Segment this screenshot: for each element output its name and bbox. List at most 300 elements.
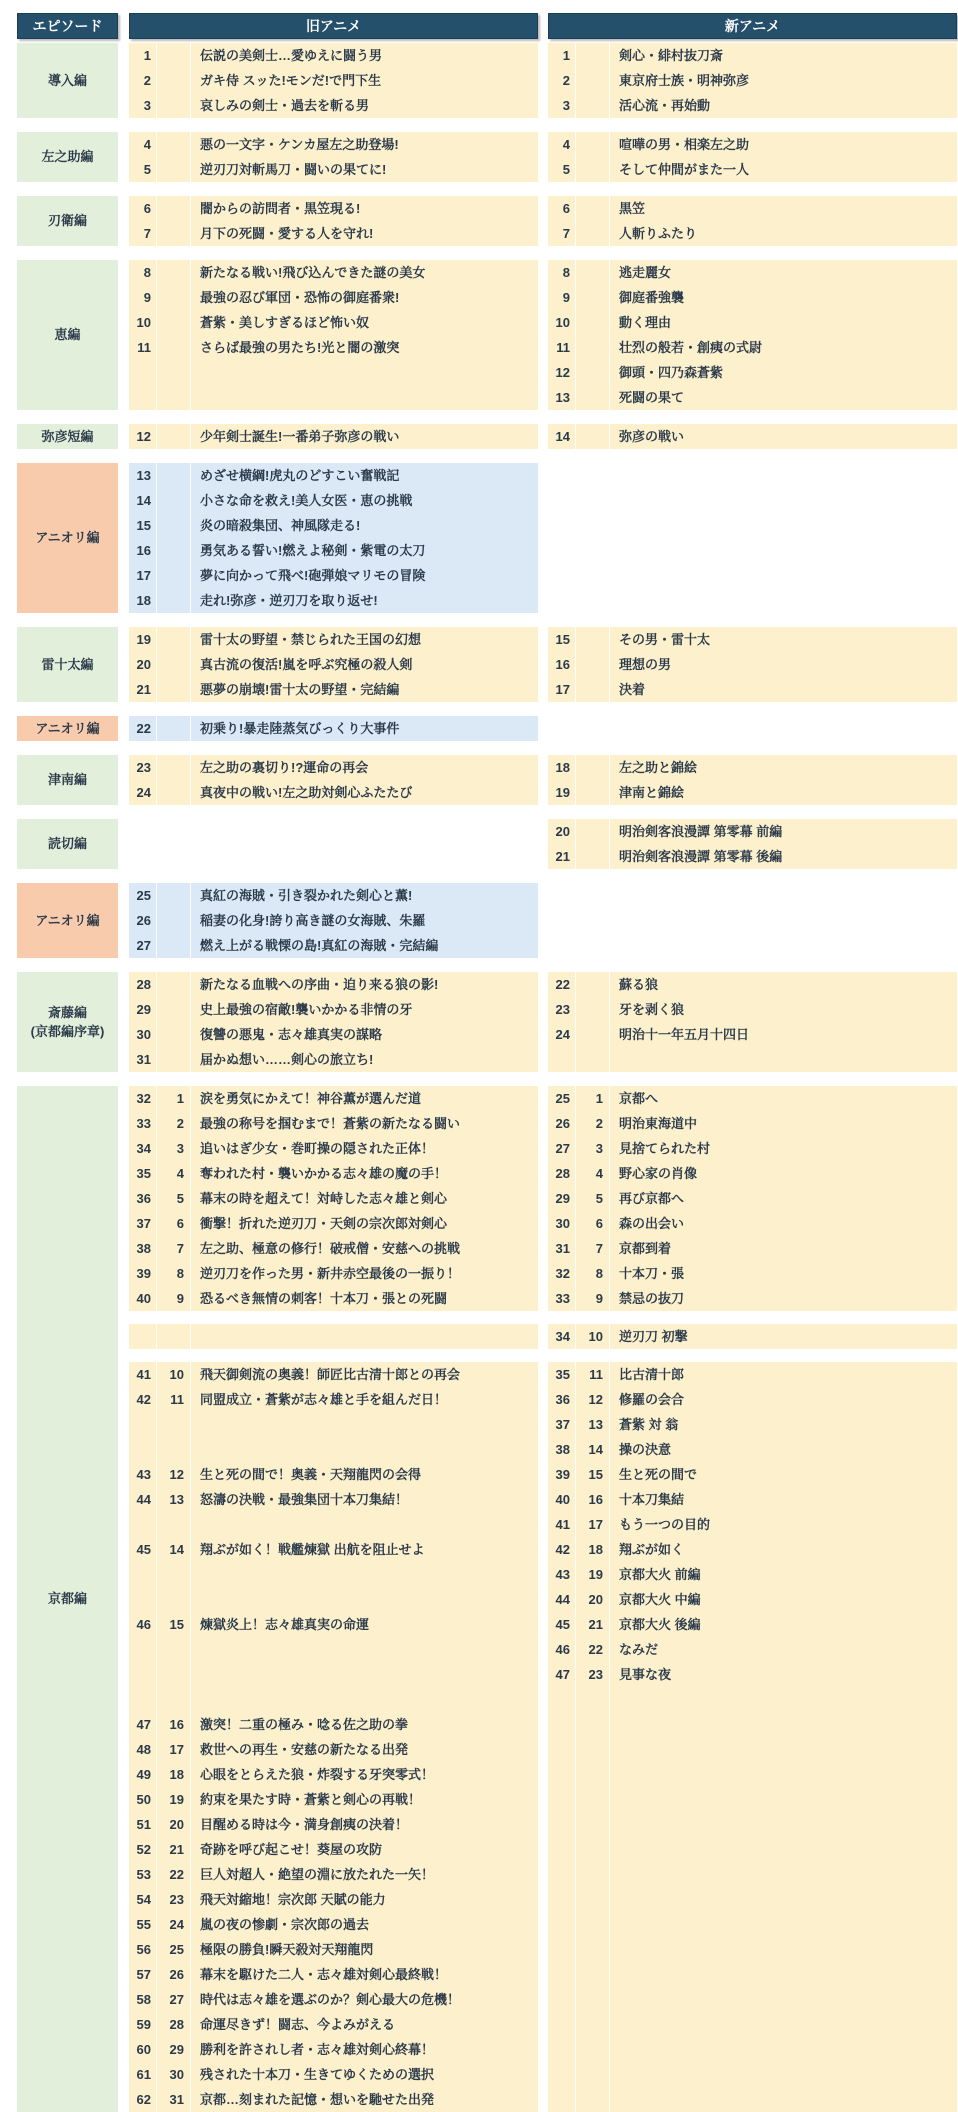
episode-subnumber (157, 780, 191, 805)
arc-label (17, 260, 118, 410)
episode-number: 11 (548, 335, 576, 360)
episode-number: 18 (548, 755, 576, 780)
episode-title (191, 1324, 538, 1349)
episode-number: 52 (129, 1837, 157, 1862)
episode-row (548, 933, 957, 958)
episode-row (129, 1662, 538, 1687)
new-anime-column (548, 43, 957, 118)
arc-blocks (129, 716, 957, 741)
episode-number (548, 2012, 576, 2037)
episode-subnumber: 10 (157, 1362, 191, 1387)
episode-number: 5 (548, 157, 576, 182)
episode-subnumber (157, 488, 191, 513)
episode-subnumber: 3 (157, 1136, 191, 1161)
episode-row (129, 563, 538, 588)
episode-row (548, 385, 957, 410)
episode-row (548, 563, 957, 588)
episode-title: 心眼をとらえた狼・炸裂する牙突零式！ (200, 1767, 435, 1782)
episode-row (548, 883, 957, 908)
episode-number: 54 (129, 1887, 157, 1912)
episode-subnumber: 6 (157, 1211, 191, 1236)
episode-title (610, 1837, 957, 1862)
episode-title (610, 2062, 957, 2087)
episode-number: 25 (548, 1086, 576, 1111)
arc-blocks (129, 755, 957, 805)
episode-title: 左之助、極意の修行！破戒僧・安慈への挑戦 (200, 1241, 461, 1256)
episode-row (548, 1637, 957, 1662)
episode-row (129, 513, 538, 538)
episode-title (610, 1812, 957, 1837)
episode-title: 翔ぶが如く (619, 1542, 685, 1557)
old-anime-column (129, 1324, 538, 1349)
episode-subnumber (157, 997, 191, 1022)
episode-number (548, 1987, 576, 2012)
episode-number: 17 (548, 677, 576, 702)
episode-row (129, 1412, 538, 1437)
old-anime-column (129, 196, 538, 246)
episode-title: 明治剣客浪漫譚 第零幕 前編 (619, 824, 783, 839)
episode-subnumber: 14 (576, 1437, 610, 1462)
episode-number: 37 (548, 1412, 576, 1437)
episode-title (191, 1587, 538, 1612)
episode-subnumber: 15 (576, 1462, 610, 1487)
episode-title (610, 933, 957, 958)
episode-row (548, 1562, 957, 1587)
episode-row (129, 1236, 538, 1261)
old-anime-column (129, 1086, 538, 1311)
episode-subnumber (157, 221, 191, 246)
episode-subnumber: 29 (157, 2037, 191, 2062)
episode-row (129, 1086, 538, 1111)
arc-section (17, 463, 958, 613)
episode-row (548, 1612, 957, 1637)
episode-row (129, 780, 538, 805)
episode-row (548, 908, 957, 933)
episode-subnumber (157, 513, 191, 538)
episode-row (129, 1186, 538, 1211)
episode-row (548, 1662, 957, 1687)
episode-title: 巨人対超人・絶望の淵に放たれた一矢！ (200, 1867, 435, 1882)
episode-title: 怒濤の決戦・最強集団十本刀集結！ (200, 1492, 409, 1507)
arc-label-line: アニオリ編 (35, 912, 100, 928)
episode-number: 22 (129, 716, 157, 741)
episode-title (191, 1687, 538, 1712)
arc-section (17, 1086, 958, 2112)
episode-subnumber: 25 (157, 1937, 191, 1962)
episode-subnumber (157, 157, 191, 182)
episode-row (548, 1086, 957, 1111)
episode-title (610, 1962, 957, 1987)
episode-row (548, 2037, 957, 2062)
episode-subnumber (157, 1437, 191, 1462)
new-anime-column (548, 1086, 957, 1311)
episode-subnumber (576, 2012, 610, 2037)
episode-number: 15 (129, 513, 157, 538)
episode-row (129, 1837, 538, 1862)
episode-number (548, 588, 576, 613)
episode-title: 史上最強の宿敵!襲いかかる非情の牙 (200, 1002, 413, 1017)
episode-number (548, 488, 576, 513)
episode-subnumber: 8 (157, 1261, 191, 1286)
episode-number (548, 563, 576, 588)
arc-section (17, 716, 958, 741)
episode-number: 44 (129, 1487, 157, 1512)
episode-subnumber (157, 1637, 191, 1662)
episode-number: 28 (129, 972, 157, 997)
episode-number (548, 1712, 576, 1737)
episode-subnumber (576, 538, 610, 563)
episode-subnumber (576, 310, 610, 335)
episode-title: 明治剣客浪漫譚 第零幕 後編 (619, 849, 783, 864)
episode-title (610, 2012, 957, 2037)
episode-subnumber (576, 819, 610, 844)
episode-subnumber (576, 2087, 610, 2112)
episode-number (548, 538, 576, 563)
arc-label-line: 導入編 (47, 72, 87, 88)
episode-row (129, 157, 538, 182)
episode-row (548, 196, 957, 221)
episode-row (129, 1324, 538, 1349)
episode-row (129, 285, 538, 310)
episode-subnumber (157, 844, 191, 869)
episode-subnumber (157, 1324, 191, 1349)
episode-number (129, 844, 157, 869)
arc-label-line: アニオリ編 (35, 720, 100, 736)
episode-title: 左之助と錦絵 (619, 760, 698, 775)
episode-title (610, 1047, 957, 1072)
episode-title: 小さな命を救え!美人女医・恵の挑戦 (200, 493, 413, 508)
episode-row (548, 488, 957, 513)
arc-blocks (129, 43, 957, 118)
episode-subnumber (157, 1412, 191, 1437)
episode-subnumber (576, 1047, 610, 1072)
arc-label-line: (京都編序章) (30, 1024, 105, 1039)
episode-row (548, 1787, 957, 1812)
episode-number: 16 (129, 538, 157, 563)
episode-subnumber (157, 424, 191, 449)
episode-number: 33 (129, 1111, 157, 1136)
episode-row (129, 1512, 538, 1537)
episode-number: 62 (129, 2087, 157, 2112)
episode-number: 25 (129, 883, 157, 908)
episode-number (548, 1812, 576, 1837)
episode-number: 22 (548, 972, 576, 997)
episode-block (129, 424, 957, 449)
episode-title: 京都へ (619, 1091, 659, 1106)
episode-subnumber (576, 335, 610, 360)
episode-title: 恐るべき無情の刺客！十本刀・張との死闘 (200, 1291, 448, 1306)
table-header-row (17, 13, 958, 39)
episode-title: 新たなる血戦への序曲・迫り来る狼の影! (200, 977, 439, 992)
episode-title: 最強の忍び軍団・恐怖の御庭番衆! (200, 290, 400, 305)
episode-number (548, 513, 576, 538)
episode-title: 逆刃刀 初撃 (619, 1329, 688, 1344)
arc-section (17, 755, 958, 805)
episode-row (129, 933, 538, 958)
episode-row (129, 93, 538, 118)
arc-label-line: 斎藤編 (47, 1004, 87, 1020)
episode-number (548, 2062, 576, 2087)
episode-number: 20 (129, 652, 157, 677)
episode-title (610, 488, 957, 513)
episode-title (191, 819, 538, 844)
episode-row (129, 1047, 538, 1072)
episode-number (548, 1912, 576, 1937)
episode-row (548, 1862, 957, 1887)
episode-row (129, 1937, 538, 1962)
episode-subnumber (576, 972, 610, 997)
episode-number: 27 (548, 1136, 576, 1161)
episode-title (191, 1637, 538, 1662)
episode-title: 東京府士族・明神弥彦 (619, 73, 750, 88)
episode-number (129, 1562, 157, 1587)
episode-row (548, 844, 957, 869)
episode-subnumber (157, 68, 191, 93)
episode-number: 35 (548, 1362, 576, 1387)
episode-title: 悪の一文字・ケンカ屋左之助登場! (200, 137, 399, 152)
episode-number: 11 (129, 335, 157, 360)
episode-number: 58 (129, 1987, 157, 2012)
arc-blocks (129, 1086, 957, 2112)
episode-subnumber (157, 43, 191, 68)
arc-label (17, 819, 118, 869)
episode-title: 見捨てられた村 (619, 1141, 711, 1156)
episode-subnumber (157, 1687, 191, 1712)
episode-subnumber: 8 (576, 1261, 610, 1286)
old-anime-column (129, 755, 538, 805)
episode-title (610, 588, 957, 613)
episode-number: 47 (548, 1662, 576, 1687)
episode-subnumber (157, 310, 191, 335)
old-anime-column (129, 132, 538, 182)
episode-number: 36 (548, 1387, 576, 1412)
arc-blocks (129, 424, 957, 449)
episode-number: 14 (548, 424, 576, 449)
episode-row (129, 627, 538, 652)
episode-title: 黒笠 (619, 201, 646, 216)
episode-row (548, 2087, 957, 2112)
episode-title: 京都大火 後編 (619, 1617, 701, 1632)
episode-row (548, 1261, 957, 1286)
episode-subnumber (157, 1562, 191, 1587)
episode-subnumber: 28 (157, 2012, 191, 2037)
arc-section (17, 260, 958, 410)
episode-number: 4 (548, 132, 576, 157)
arc-section (17, 819, 958, 869)
new-anime-column (548, 260, 957, 410)
episode-subnumber: 27 (157, 1987, 191, 2012)
episode-subnumber (576, 1987, 610, 2012)
episode-title (191, 360, 538, 385)
episode-number: 10 (548, 310, 576, 335)
episode-subnumber (576, 424, 610, 449)
episode-subnumber: 23 (157, 1887, 191, 1912)
episode-subnumber (576, 588, 610, 613)
episode-title: 十本刀・張 (619, 1266, 685, 1281)
episode-subnumber (157, 908, 191, 933)
episode-block (129, 43, 957, 118)
episode-subnumber (576, 1937, 610, 1962)
arc-label-line: 弥彦短編 (41, 428, 94, 444)
episode-subnumber (157, 385, 191, 410)
episode-row (548, 1962, 957, 1987)
episode-subnumber (157, 563, 191, 588)
episode-subnumber: 31 (157, 2087, 191, 2112)
episode-row (548, 1837, 957, 1862)
episode-title: 動く理由 (619, 315, 672, 330)
episode-title: 時代は志々雄を選ぶのか？剣心最大の危機！ (200, 1992, 461, 2007)
episode-number (548, 908, 576, 933)
episode-number: 21 (129, 677, 157, 702)
episode-row (129, 716, 538, 741)
episode-title (191, 844, 538, 869)
episode-row (129, 360, 538, 385)
episode-number: 30 (548, 1211, 576, 1236)
episode-title: 京都大火 中編 (619, 1592, 701, 1607)
episode-subnumber: 10 (576, 1324, 610, 1349)
episode-row (548, 1437, 957, 1462)
episode-title: 生と死の間で！奥義・天翔龍閃の会得 (200, 1467, 422, 1482)
episode-title: 追いはぎ少女・巻町操の隠された正体！ (200, 1141, 435, 1156)
episode-number: 31 (129, 1047, 157, 1072)
episode-row (129, 588, 538, 613)
episode-row (129, 1787, 538, 1812)
episode-row (548, 1186, 957, 1211)
arc-blocks (129, 260, 957, 410)
episode-subnumber (157, 196, 191, 221)
episode-number: 3 (548, 93, 576, 118)
episode-title: 残された十本刀・生きてゆくための選択 (200, 2067, 435, 2082)
episode-row (129, 335, 538, 360)
arc-section (17, 132, 958, 182)
episode-title (610, 716, 957, 741)
episode-row (129, 677, 538, 702)
episode-subnumber: 13 (576, 1412, 610, 1437)
episode-number: 57 (129, 1962, 157, 1987)
episode-title: めざせ横綱!虎丸のどすこい奮戦記 (200, 468, 400, 483)
episode-row (548, 463, 957, 488)
episode-subnumber (157, 755, 191, 780)
episode-title: 届かぬ想い……剣心の旅立ち! (200, 1052, 374, 1067)
episode-row (548, 260, 957, 285)
episode-number: 46 (548, 1637, 576, 1662)
episode-title: 伝説の美剣士…愛ゆえに闘う男 (200, 48, 383, 63)
episode-subnumber (576, 132, 610, 157)
episode-title: 哀しみの剣士・過去を斬る男 (200, 98, 370, 113)
new-anime-column (548, 1362, 957, 2112)
episode-number: 7 (129, 221, 157, 246)
episode-number (548, 1837, 576, 1862)
episode-number: 49 (129, 1762, 157, 1787)
episode-subnumber: 22 (576, 1637, 610, 1662)
episode-number: 4 (129, 132, 157, 157)
episode-number (548, 1787, 576, 1812)
episode-row (548, 1286, 957, 1311)
episode-subnumber (576, 385, 610, 410)
episode-title (191, 385, 538, 410)
episode-number: 15 (548, 627, 576, 652)
episode-title (610, 2037, 957, 2062)
arc-label (17, 43, 118, 118)
episode-title: 勝利を許されし者・志々雄対剣心終幕！ (200, 2042, 435, 2057)
episode-number (129, 385, 157, 410)
episode-row (548, 221, 957, 246)
episode-number: 20 (548, 819, 576, 844)
episode-subnumber (576, 563, 610, 588)
episode-title: 蒼紫・美しすぎるほど怖い奴 (200, 315, 370, 330)
arc-label-line: 読切編 (47, 836, 87, 852)
episode-subnumber (576, 716, 610, 741)
arc-blocks (129, 819, 957, 869)
episode-block (129, 196, 957, 246)
episode-subnumber (157, 883, 191, 908)
episode-title: 極限の勝負!瞬天殺対天翔龍閃 (200, 1942, 374, 1957)
episode-row (548, 1812, 957, 1837)
episode-title (610, 1737, 957, 1762)
episode-number: 34 (129, 1136, 157, 1161)
episode-title: 勇気ある誓い!燃えよ秘剣・紫電の太刀 (200, 543, 426, 558)
episode-subnumber (157, 652, 191, 677)
episode-subnumber (576, 1762, 610, 1787)
episode-number (548, 1962, 576, 1987)
episode-row (548, 1937, 957, 1962)
episode-number: 9 (129, 285, 157, 310)
episode-row (548, 1047, 957, 1072)
arc-blocks (129, 627, 957, 702)
episode-number: 19 (129, 627, 157, 652)
arc-label (17, 972, 118, 1072)
episode-title: 炎の暗殺集団、神風隊走る! (200, 518, 361, 533)
arc-label-line: アニオリ編 (35, 530, 100, 546)
episode-row (548, 1587, 957, 1612)
episode-number: 36 (129, 1186, 157, 1211)
episode-subnumber (157, 260, 191, 285)
episode-row (129, 1362, 538, 1387)
episode-row (548, 677, 957, 702)
episode-subnumber (576, 652, 610, 677)
episode-subnumber (576, 883, 610, 908)
arc-label (17, 1086, 118, 2112)
episode-subnumber: 22 (157, 1862, 191, 1887)
episode-row (129, 1211, 538, 1236)
episode-subnumber: 4 (157, 1161, 191, 1186)
episode-number: 39 (129, 1261, 157, 1286)
arc-label-line: 雷十太編 (41, 656, 94, 672)
arc-section (17, 627, 958, 702)
arc-section (17, 883, 958, 958)
episode-row (548, 1211, 957, 1236)
episode-subnumber: 19 (157, 1787, 191, 1812)
episode-row (548, 1537, 957, 1562)
new-anime-column (548, 463, 957, 613)
episode-title: 目醒める時は今・満身創痍の決着！ (200, 1817, 409, 1832)
episode-title (610, 1712, 957, 1737)
episode-row (129, 385, 538, 410)
episode-block (129, 1086, 957, 1311)
old-anime-column (129, 627, 538, 702)
episode-subnumber (576, 1912, 610, 1937)
episode-subnumber (576, 196, 610, 221)
episode-row (548, 285, 957, 310)
episode-number: 14 (129, 488, 157, 513)
episode-row (129, 1537, 538, 1562)
episode-number: 29 (548, 1186, 576, 1211)
episode-title: 喧嘩の男・相楽左之助 (619, 137, 750, 152)
episode-number: 38 (548, 1437, 576, 1462)
episode-title: 雷十太の野望・禁じられた王国の幻想 (200, 632, 422, 647)
episode-subnumber (157, 1662, 191, 1687)
episode-row (548, 652, 957, 677)
